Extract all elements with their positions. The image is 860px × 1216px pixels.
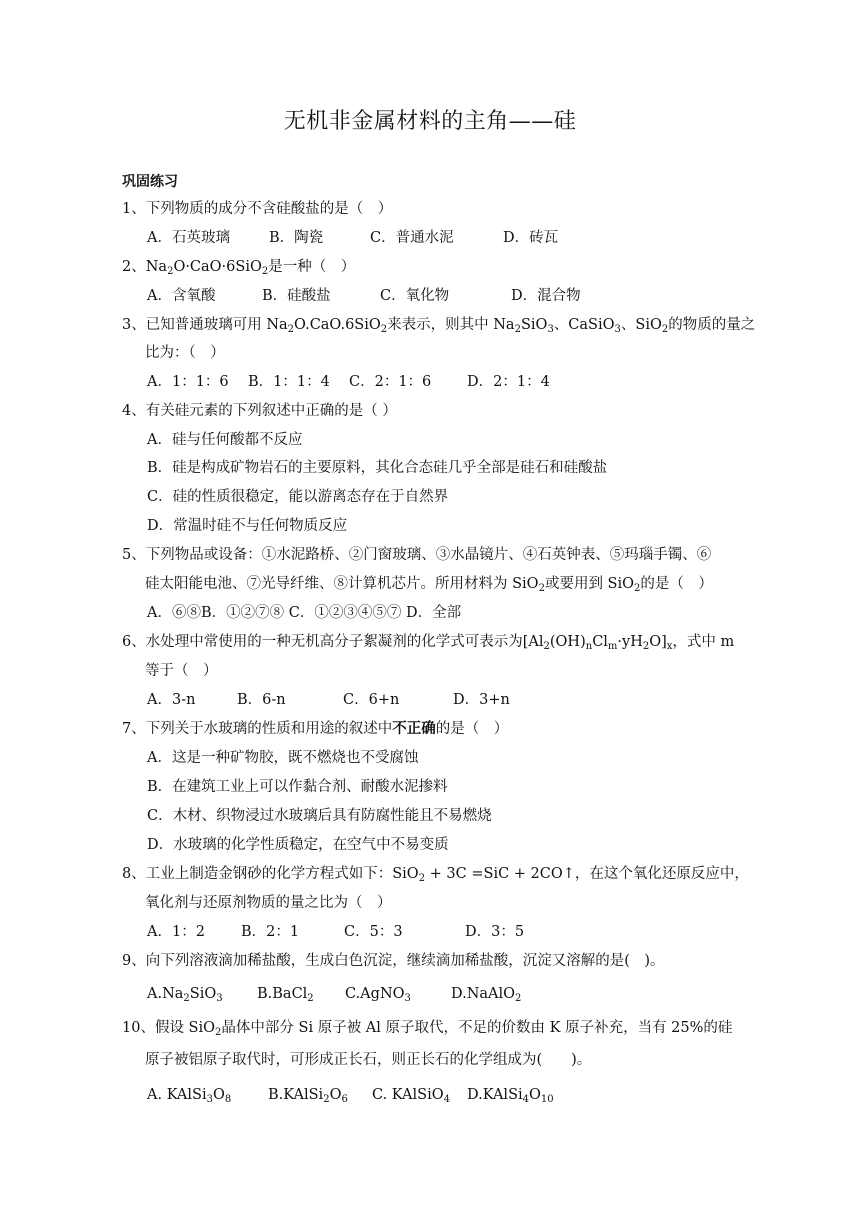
option-c: C．氧化物 <box>380 288 450 304</box>
question-5-options: A．⑥⑧B．①②⑦⑧ C．①②③④⑤⑦ D．全部 <box>147 605 462 621</box>
option-a: A．3-n <box>147 692 196 708</box>
option-b: B．1：1：4 <box>248 374 330 390</box>
option-c: C. KAlSiO$_4$ <box>372 1087 450 1105</box>
question-6-options <box>147 690 510 710</box>
option-b: B．硅酸盐 <box>262 288 331 304</box>
section-heading: 巩固练习 <box>122 174 178 190</box>
question-1-options <box>147 228 558 248</box>
question-2-stem: 2、$Na_2O\cdot CaO\cdot 6SiO_2$是一种（ ） <box>122 259 356 277</box>
option-a: A. $KAlSi_3O_8$ <box>147 1087 232 1105</box>
question-7-stem: 7、下列关于水玻璃的性质和用途的叙述中不正确的是（ ） <box>122 721 509 737</box>
option-d: D．2：1：4 <box>467 374 550 390</box>
question-8-stem-line2: 氧化剂与还原剂物质的量之比为（ ） <box>145 895 392 911</box>
option-a: A．1：2 <box>147 924 205 940</box>
option-b: B．2：1 <box>241 924 300 940</box>
option-d: D.NaAlO$_2$ <box>451 986 522 1004</box>
option-d: D．3：5 <box>465 924 525 940</box>
option-a: A．含氧酸 <box>147 288 216 304</box>
question-4-option-d: D．常温时硅不与任何物质反应 <box>147 518 348 534</box>
option-c: C．5：3 <box>344 924 403 940</box>
question-4-stem: 4、有关硅元素的下列叙述中正确的是（ ） <box>122 403 397 419</box>
option-b: B.BaCl$_2$ <box>257 986 314 1004</box>
question-3-stem: 3、已知普通玻璃可用 $Na_2O.CaO.6SiO_2$来表示，则其中 $Na_2SiO_3$、CaSiO$_3$、SiO$_2$的物质的量之 <box>122 317 756 335</box>
option-b: $B.KAlSi_2O_6$ <box>268 1087 348 1105</box>
question-5-stem: 5、下列物品或设备：①水泥路桥、②门窗玻璃、③水晶镜片、④石英钟表、⑤玛瑙手镯、⑥ <box>122 547 712 563</box>
question-4-option-b: B．硅是构成矿物岩石的主要原料，其化合态硅几乎全部是硅石和硅酸盐 <box>147 460 608 476</box>
option-a: $A.Na_2SiO_3$ <box>147 986 223 1004</box>
option-a: A．1：1：6 <box>147 374 229 390</box>
question-10-stem-line2: 原子被铝原子取代时，可形成正长石，则正长石的化学组成为( )。 <box>145 1052 592 1068</box>
question-8-options <box>147 922 524 942</box>
question-5-stem-line2: 硅太阳能电池、⑦光导纤维、⑧计算机芯片。所用材料为 SiO$_2$或要用到 SiO$_2$的是（ ） <box>145 576 713 594</box>
option-b: B．陶瓷 <box>269 230 324 246</box>
question-9-stem: 9、向下列溶液滴加稀盐酸，生成白色沉淀，继续滴加稀盐酸，沉淀又溶解的是( )。 <box>122 953 665 969</box>
option-d: D．混合物 <box>511 288 581 304</box>
question-7-option-d: D．水玻璃的化学性质稳定，在空气中不易变质 <box>147 837 449 853</box>
question-3-stem-line2: 比为：（ ） <box>145 345 225 361</box>
question-9-options <box>147 984 521 1004</box>
question-7-option-b: B．在建筑工业上可以作黏合剂、耐酸水泥掺料 <box>147 779 448 795</box>
option-a: A．石英玻璃 <box>147 230 230 246</box>
question-4-option-a: A．硅与任何酸都不反应 <box>147 432 303 448</box>
option-d: D．3+n <box>453 692 510 708</box>
question-10-options <box>147 1085 554 1105</box>
page-title: 无机非金属材料的主角——硅 <box>283 109 577 134</box>
question-1-stem: 1、下列物质的成分不含硅酸盐的是（ ） <box>122 201 393 217</box>
option-c: C.AgNO$_3$ <box>345 986 411 1004</box>
option-b: B．6-n <box>237 692 286 708</box>
question-7-option-a: A．这是一种矿物胶，既不燃烧也不受腐蚀 <box>147 750 419 766</box>
question-7-option-c: C．木材、织物浸过水玻璃后具有防腐性能且不易燃烧 <box>147 808 492 824</box>
question-4-option-c: C．硅的性质很稳定，能以游离态存在于自然界 <box>147 489 449 505</box>
option-d: D．砖瓦 <box>503 230 559 246</box>
question-6-stem-line2: 等于（ ） <box>145 663 218 679</box>
option-d: $D.KAlSi_4O_{10}$ <box>467 1087 554 1105</box>
question-3-options <box>147 372 550 392</box>
question-8-stem: 8、工业上制造金钢砂的化学方程式如下：SiO$_2$ + 3C =SiC + 2CO↑，在这个氧化还原反应中， <box>122 866 749 884</box>
question-10-stem: 10、假设 SiO$_2$晶体中部分 Si 原子被 Al 原子取代，不足的价数由 K 原子补充，当有 25%的硅 <box>122 1020 733 1038</box>
option-c: C．普通水泥 <box>370 230 454 246</box>
question-6-stem: 6、水处理中常使用的一种无机高分子絮凝剂的化学式可表示为$[Al_2(OH)_nCl_m\cdot yH_2O]_x$，式中 m <box>122 634 735 652</box>
option-c: C．6+n <box>343 692 400 708</box>
question-2-options <box>147 286 581 306</box>
option-c: C．2：1：6 <box>349 374 432 390</box>
